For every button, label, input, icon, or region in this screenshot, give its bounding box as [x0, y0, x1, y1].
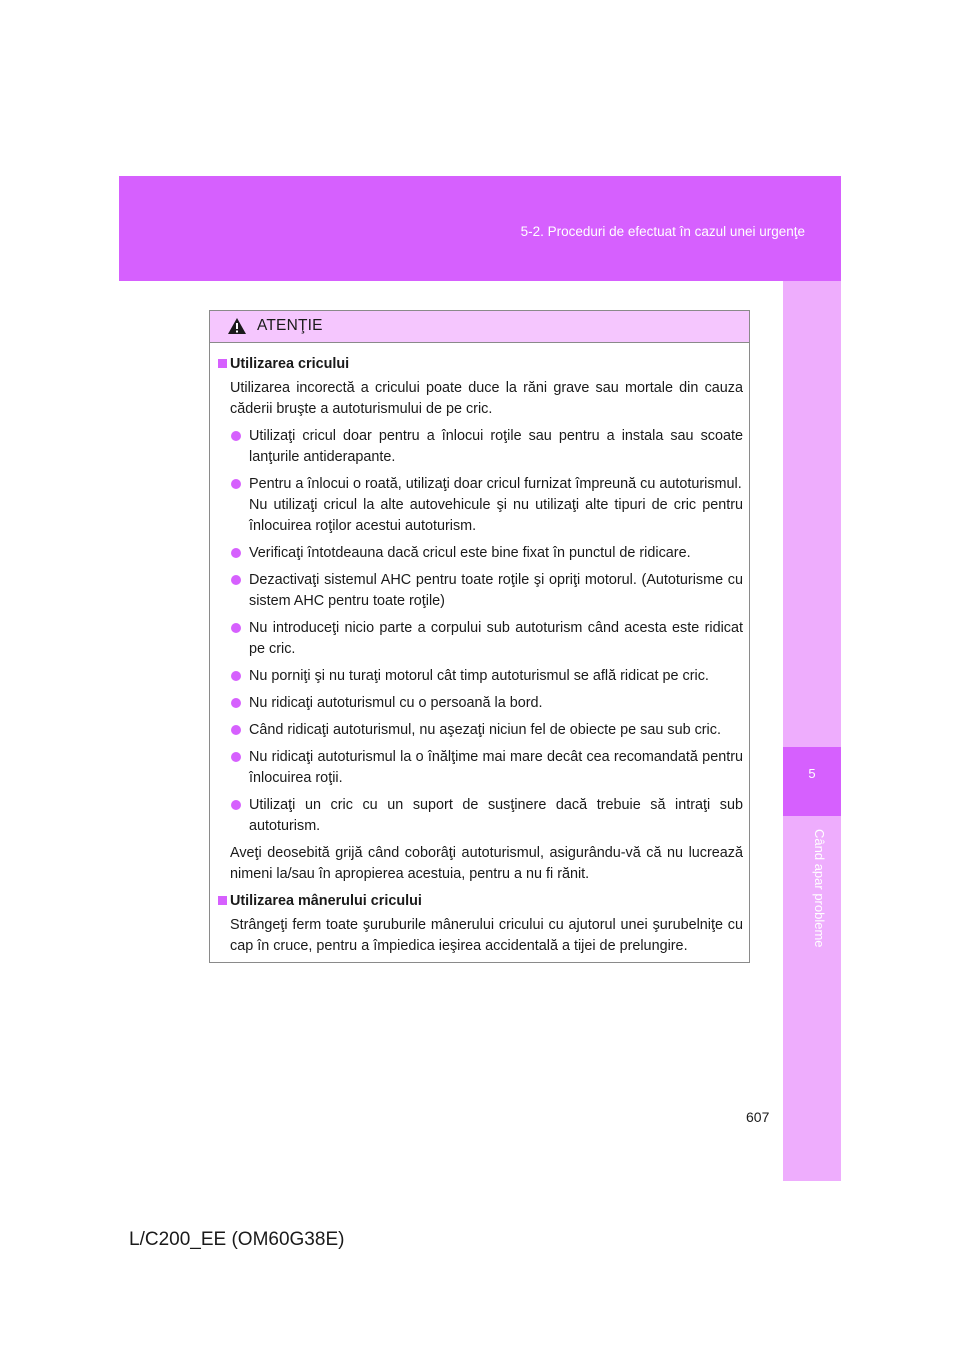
section-closing: Aveţi deosebită grijă când coborâţi autoturismul, asigurându-vă că nu lucrează nimeni la/sau în apropierea acestuia, pentru a nu fi rănit.	[230, 845, 743, 882]
section-text: Strângeţi ferm toate şuruburile mânerului cricului cu ajutorul unei şurubelniţe cu cap în cruce, pentru a împiedica ieşirea accidentală a tijei de prelungire.	[230, 917, 743, 954]
chapter-number-box	[783, 747, 841, 816]
list-item-text: Nu ridicaţi autoturismul la o înălţime mai mare decât cea recomandată pentru înlocuirea roţii.	[249, 749, 743, 786]
chapter-side-tab	[783, 281, 841, 1181]
list-item-text: Nu ridicaţi autoturismul cu o persoană la bord.	[249, 695, 543, 711]
section-title-text: Utilizarea mânerului cricului	[230, 893, 422, 909]
page-number: 607	[746, 1109, 770, 1125]
section-title-jack-handle	[218, 891, 743, 912]
list-item	[218, 693, 743, 714]
round-bullet-icon	[231, 752, 241, 762]
round-bullet-icon	[231, 671, 241, 681]
round-bullet-icon	[231, 800, 241, 810]
list-item	[218, 426, 743, 468]
list-item	[218, 570, 743, 612]
list-item	[218, 618, 743, 660]
list-item-text: Utilizaţi un cric cu un suport de susţinere dacă trebuie să intraţi sub autoturism.	[249, 797, 743, 834]
warning-triangle-icon	[227, 317, 247, 335]
section-title-jack-use	[218, 354, 743, 375]
section-title-text: Utilizarea cricului	[230, 356, 350, 372]
list-item-text: Dezactivaţi sistemul AHC pentru toate roţile şi opriţi motorul. (Autoturisme cu sistem AHC pentru toate roţile)	[249, 572, 743, 609]
list-item	[218, 543, 743, 564]
round-bullet-icon	[231, 479, 241, 489]
list-item-text: Nu introduceţi nicio parte a corpului sub autoturism când acesta este ridicat pe cric.	[249, 620, 743, 657]
chapter-title: Când apar probleme	[812, 829, 827, 948]
list-item-text: Pentru a înlocui o roată, utilizaţi doar cricul furnizat împreună cu autoturismul.	[249, 476, 742, 492]
chapter-number: 5	[808, 766, 816, 781]
list-item-text: Nu porniţi şi nu turaţi motorul cât timp autoturismul se află ridicat pe cric.	[249, 668, 709, 684]
list-item-text: Utilizaţi cricul doar pentru a înlocui roţile sau pentru a instala sau scoate lanţurile antiderapante.	[249, 428, 743, 465]
list-item-extra-text: Nu utilizaţi cricul la alte autovehicule şi nu utilizaţi alte tipuri de cric pentru înlocuirea roţilor acestui autoturism.	[249, 497, 743, 534]
list-item	[218, 474, 743, 537]
caution-box	[209, 310, 750, 963]
round-bullet-icon	[231, 575, 241, 585]
square-bullet-icon	[218, 896, 227, 905]
round-bullet-icon	[231, 623, 241, 633]
list-item	[218, 795, 743, 837]
round-bullet-icon	[231, 548, 241, 558]
square-bullet-icon	[218, 359, 227, 368]
list-item	[218, 747, 743, 789]
list-item-text: Verificaţi întotdeauna dacă cricul este bine fixat în punctul de ridicare.	[249, 545, 691, 561]
round-bullet-icon	[231, 431, 241, 441]
round-bullet-icon	[231, 698, 241, 708]
section-intro: Utilizarea incorectă a cricului poate duce la răni grave sau mortale din cauza căderii bruşte a autoturismului de pe cric.	[230, 380, 743, 417]
section-header-title: 5-2. Proceduri de efectuat în cazul unei urgenţe	[520, 224, 805, 239]
caution-header	[210, 311, 749, 343]
header-band	[119, 176, 841, 281]
caution-label: ATENŢIE	[257, 317, 323, 334]
caution-body	[210, 343, 749, 957]
list-item	[218, 666, 743, 687]
list-item-text: Când ridicaţi autoturismul, nu aşezaţi niciun fel de obiecte pe sau sub cric.	[249, 722, 721, 738]
document-code: L/C200_EE (OM60G38E)	[129, 1229, 345, 1250]
list-item	[218, 720, 743, 741]
round-bullet-icon	[231, 725, 241, 735]
